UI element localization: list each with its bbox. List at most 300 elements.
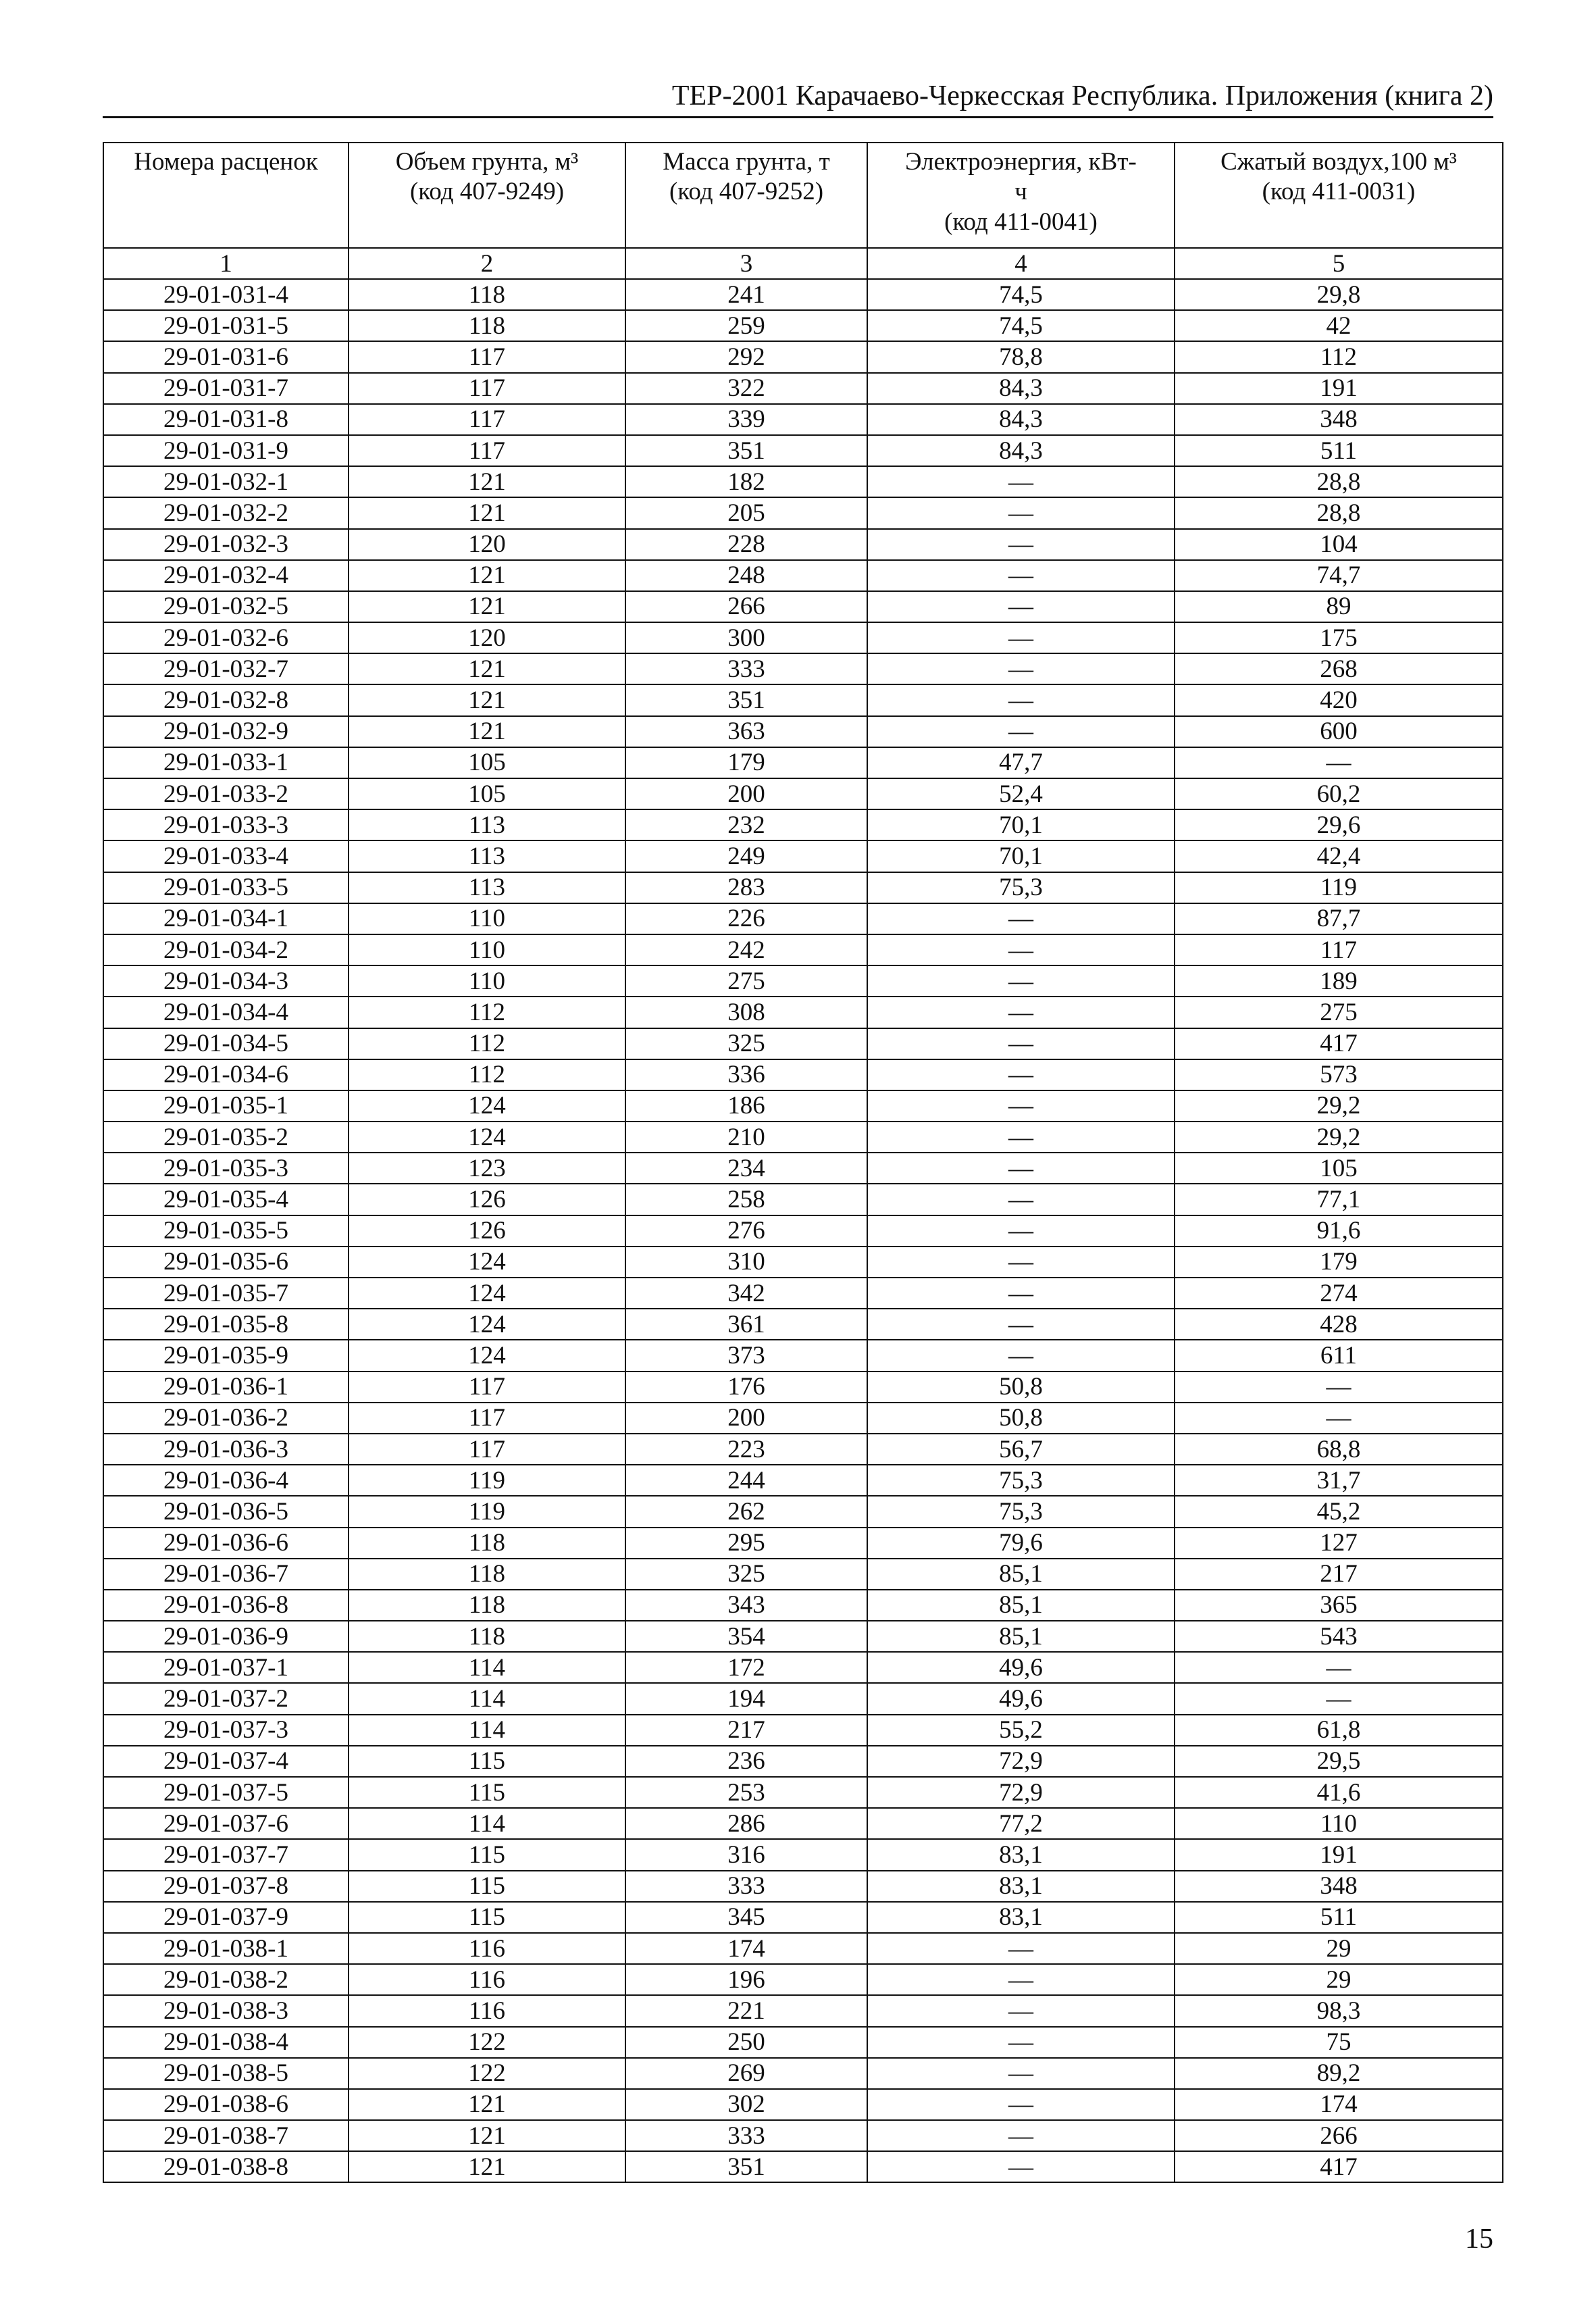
compressed-air-cell: 110 bbox=[1175, 1808, 1503, 1839]
electricity-cell: — bbox=[867, 1933, 1175, 1964]
rate-number-cell: 29-01-037-4 bbox=[103, 1746, 349, 1777]
electricity-cell: 85,1 bbox=[867, 1590, 1175, 1621]
resource-table bbox=[103, 142, 1503, 2183]
rate-number-cell: 29-01-037-8 bbox=[103, 1871, 349, 1902]
table-row bbox=[103, 310, 1503, 341]
soil-mass-cell: 333 bbox=[625, 1871, 867, 1902]
soil-mass-cell: 283 bbox=[625, 872, 867, 903]
soil-mass-cell: 259 bbox=[625, 310, 867, 341]
soil-mass-cell: 250 bbox=[625, 2027, 867, 2058]
table-row bbox=[103, 684, 1503, 715]
rate-number-cell: 29-01-032-8 bbox=[103, 684, 349, 715]
soil-volume-cell: 110 bbox=[349, 903, 625, 934]
table-row bbox=[103, 778, 1503, 809]
electricity-cell: — bbox=[867, 684, 1175, 715]
table-row bbox=[103, 1777, 1503, 1808]
table-row bbox=[103, 279, 1503, 310]
soil-mass-cell: 200 bbox=[625, 1403, 867, 1434]
table-row bbox=[103, 1964, 1503, 1995]
soil-mass-cell: 373 bbox=[625, 1340, 867, 1371]
soil-volume-cell: 110 bbox=[349, 934, 625, 965]
electricity-cell: — bbox=[867, 622, 1175, 653]
compressed-air-cell: 41,6 bbox=[1175, 1777, 1503, 1808]
electricity-cell: — bbox=[867, 2027, 1175, 2058]
rate-number-cell: 29-01-031-4 bbox=[103, 279, 349, 310]
rate-number-cell: 29-01-035-8 bbox=[103, 1309, 349, 1340]
soil-mass-cell: 200 bbox=[625, 778, 867, 809]
soil-volume-cell: 121 bbox=[349, 2151, 625, 2182]
compressed-air-cell: 417 bbox=[1175, 2151, 1503, 2182]
compressed-air-cell: 29 bbox=[1175, 1933, 1503, 1964]
rate-number-cell: 29-01-032-3 bbox=[103, 529, 349, 560]
rate-number-cell: 29-01-035-6 bbox=[103, 1247, 349, 1278]
electricity-cell: 55,2 bbox=[867, 1715, 1175, 1746]
soil-mass-cell: 322 bbox=[625, 373, 867, 404]
soil-volume-cell: 118 bbox=[349, 1559, 625, 1590]
soil-mass-cell: 325 bbox=[625, 1559, 867, 1590]
table-row bbox=[103, 1153, 1503, 1184]
compressed-air-cell: 29,5 bbox=[1175, 1746, 1503, 1777]
rate-number-cell: 29-01-031-7 bbox=[103, 373, 349, 404]
rate-number-cell: 29-01-033-4 bbox=[103, 840, 349, 872]
electricity-cell: — bbox=[867, 934, 1175, 965]
table-row bbox=[103, 1309, 1503, 1340]
soil-volume-cell: 114 bbox=[349, 1652, 625, 1683]
electricity-cell: 50,8 bbox=[867, 1372, 1175, 1403]
rate-number-cell: 29-01-038-8 bbox=[103, 2151, 349, 2182]
electricity-cell: — bbox=[867, 1122, 1175, 1153]
electricity-cell: 83,1 bbox=[867, 1902, 1175, 1933]
table-row bbox=[103, 622, 1503, 653]
compressed-air-cell: 217 bbox=[1175, 1559, 1503, 1590]
soil-volume-cell: 120 bbox=[349, 622, 625, 653]
table-row bbox=[103, 497, 1503, 528]
table-row bbox=[103, 809, 1503, 840]
soil-mass-cell: 258 bbox=[625, 1184, 867, 1215]
table-row bbox=[103, 1902, 1503, 1933]
soil-volume-cell: 113 bbox=[349, 872, 625, 903]
rate-number-cell: 29-01-038-7 bbox=[103, 2120, 349, 2151]
rate-number-cell: 29-01-036-6 bbox=[103, 1528, 349, 1559]
compressed-air-cell: 511 bbox=[1175, 1902, 1503, 1933]
compressed-air-cell: 511 bbox=[1175, 435, 1503, 466]
soil-mass-cell: 236 bbox=[625, 1746, 867, 1777]
soil-volume-cell: 124 bbox=[349, 1278, 625, 1309]
soil-volume-cell: 114 bbox=[349, 1715, 625, 1746]
soil-volume-cell: 124 bbox=[349, 1340, 625, 1371]
table-row bbox=[103, 1995, 1503, 2026]
soil-mass-cell: 275 bbox=[625, 965, 867, 997]
compressed-air-cell: 29,8 bbox=[1175, 279, 1503, 310]
soil-volume-cell: 126 bbox=[349, 1215, 625, 1247]
table-row bbox=[103, 466, 1503, 497]
soil-mass-cell: 295 bbox=[625, 1528, 867, 1559]
table-row bbox=[103, 1590, 1503, 1621]
electricity-cell: 84,3 bbox=[867, 404, 1175, 435]
compressed-air-cell: 417 bbox=[1175, 1028, 1503, 1059]
column-number: 4 bbox=[867, 248, 1175, 279]
compressed-air-cell: 348 bbox=[1175, 404, 1503, 435]
electricity-cell: 75,3 bbox=[867, 1465, 1175, 1496]
soil-volume-cell: 115 bbox=[349, 1777, 625, 1808]
soil-mass-cell: 310 bbox=[625, 1247, 867, 1278]
compressed-air-cell: 42,4 bbox=[1175, 840, 1503, 872]
table-row bbox=[103, 1184, 1503, 1215]
rate-number-cell: 29-01-034-3 bbox=[103, 965, 349, 997]
rate-number-cell: 29-01-036-9 bbox=[103, 1621, 349, 1652]
soil-mass-cell: 345 bbox=[625, 1902, 867, 1933]
soil-mass-cell: 228 bbox=[625, 529, 867, 560]
column-number: 2 bbox=[349, 248, 625, 279]
soil-mass-cell: 363 bbox=[625, 716, 867, 747]
soil-volume-cell: 121 bbox=[349, 466, 625, 497]
rate-number-cell: 29-01-037-6 bbox=[103, 1808, 349, 1839]
compressed-air-cell: 274 bbox=[1175, 1278, 1503, 1309]
soil-mass-cell: 336 bbox=[625, 1059, 867, 1090]
soil-mass-cell: 325 bbox=[625, 1028, 867, 1059]
soil-mass-cell: 210 bbox=[625, 1122, 867, 1153]
table-row bbox=[103, 1715, 1503, 1746]
rate-number-cell: 29-01-031-9 bbox=[103, 435, 349, 466]
soil-mass-cell: 176 bbox=[625, 1372, 867, 1403]
rate-number-cell: 29-01-033-1 bbox=[103, 747, 349, 778]
soil-mass-cell: 354 bbox=[625, 1621, 867, 1652]
compressed-air-cell: 87,7 bbox=[1175, 903, 1503, 934]
compressed-air-cell: 365 bbox=[1175, 1590, 1503, 1621]
soil-mass-cell: 179 bbox=[625, 747, 867, 778]
compressed-air-cell: 29,2 bbox=[1175, 1122, 1503, 1153]
rate-number-cell: 29-01-032-2 bbox=[103, 497, 349, 528]
electricity-cell: 74,5 bbox=[867, 279, 1175, 310]
header-divider bbox=[103, 116, 1493, 118]
soil-mass-cell: 226 bbox=[625, 903, 867, 934]
compressed-air-cell: 348 bbox=[1175, 1871, 1503, 1902]
soil-mass-cell: 223 bbox=[625, 1434, 867, 1465]
compressed-air-cell: 191 bbox=[1175, 1839, 1503, 1870]
soil-volume-cell: 116 bbox=[349, 1933, 625, 1964]
compressed-air-cell: — bbox=[1175, 1652, 1503, 1683]
soil-volume-cell: 122 bbox=[349, 2058, 625, 2089]
soil-mass-cell: 205 bbox=[625, 497, 867, 528]
soil-mass-cell: 248 bbox=[625, 560, 867, 591]
soil-mass-cell: 351 bbox=[625, 2151, 867, 2182]
compressed-air-cell: — bbox=[1175, 1372, 1503, 1403]
rate-number-cell: 29-01-035-3 bbox=[103, 1153, 349, 1184]
soil-volume-cell: 116 bbox=[349, 1964, 625, 1995]
soil-volume-cell: 121 bbox=[349, 684, 625, 715]
compressed-air-cell: 179 bbox=[1175, 1247, 1503, 1278]
compressed-air-cell: 127 bbox=[1175, 1528, 1503, 1559]
rate-number-cell: 29-01-034-4 bbox=[103, 997, 349, 1028]
table-row bbox=[103, 840, 1503, 872]
table-row bbox=[103, 1340, 1503, 1371]
soil-volume-cell: 113 bbox=[349, 840, 625, 872]
rate-number-cell: 29-01-031-5 bbox=[103, 310, 349, 341]
soil-volume-cell: 124 bbox=[349, 1090, 625, 1122]
compressed-air-cell: 117 bbox=[1175, 934, 1503, 965]
table-row bbox=[103, 1528, 1503, 1559]
table-row bbox=[103, 435, 1503, 466]
compressed-air-cell: 119 bbox=[1175, 872, 1503, 903]
soil-volume-cell: 117 bbox=[349, 1434, 625, 1465]
table-row bbox=[103, 934, 1503, 965]
table-row bbox=[103, 1746, 1503, 1777]
table-row bbox=[103, 872, 1503, 903]
rate-number-cell: 29-01-033-2 bbox=[103, 778, 349, 809]
electricity-cell: — bbox=[867, 466, 1175, 497]
electricity-cell: 70,1 bbox=[867, 840, 1175, 872]
rate-number-cell: 29-01-032-7 bbox=[103, 653, 349, 684]
electricity-cell: — bbox=[867, 2089, 1175, 2120]
electricity-cell: — bbox=[867, 1028, 1175, 1059]
table-row bbox=[103, 2089, 1503, 2120]
compressed-air-cell: 98,3 bbox=[1175, 1995, 1503, 2026]
soil-volume-cell: 118 bbox=[349, 1528, 625, 1559]
soil-volume-cell: 115 bbox=[349, 1902, 625, 1933]
header-compressed-air: Сжатый воздух,100 м³ (код 411-0031) bbox=[1175, 143, 1503, 248]
electricity-cell: — bbox=[867, 903, 1175, 934]
table-row bbox=[103, 1871, 1503, 1902]
electricity-cell: 72,9 bbox=[867, 1746, 1175, 1777]
soil-volume-cell: 115 bbox=[349, 1839, 625, 1870]
soil-volume-cell: 115 bbox=[349, 1871, 625, 1902]
electricity-cell: 49,6 bbox=[867, 1652, 1175, 1683]
soil-volume-cell: 121 bbox=[349, 560, 625, 591]
soil-mass-cell: 276 bbox=[625, 1215, 867, 1247]
table-row bbox=[103, 1215, 1503, 1247]
soil-volume-cell: 114 bbox=[349, 1808, 625, 1839]
soil-volume-cell: 126 bbox=[349, 1184, 625, 1215]
soil-mass-cell: 351 bbox=[625, 684, 867, 715]
soil-volume-cell: 120 bbox=[349, 529, 625, 560]
soil-volume-cell: 115 bbox=[349, 1746, 625, 1777]
rate-number-cell: 29-01-038-2 bbox=[103, 1964, 349, 1995]
rate-number-cell: 29-01-031-6 bbox=[103, 341, 349, 372]
soil-volume-cell: 124 bbox=[349, 1309, 625, 1340]
electricity-cell: 72,9 bbox=[867, 1777, 1175, 1808]
table-row bbox=[103, 1122, 1503, 1153]
rate-number-cell: 29-01-038-1 bbox=[103, 1933, 349, 1964]
rate-number-cell: 29-01-033-5 bbox=[103, 872, 349, 903]
rate-number-cell: 29-01-038-3 bbox=[103, 1995, 349, 2026]
soil-mass-cell: 339 bbox=[625, 404, 867, 435]
compressed-air-cell: 42 bbox=[1175, 310, 1503, 341]
soil-mass-cell: 300 bbox=[625, 622, 867, 653]
electricity-cell: 84,3 bbox=[867, 373, 1175, 404]
soil-volume-cell: 112 bbox=[349, 1059, 625, 1090]
table-row bbox=[103, 1839, 1503, 1870]
soil-volume-cell: 118 bbox=[349, 1590, 625, 1621]
soil-mass-cell: 361 bbox=[625, 1309, 867, 1340]
soil-mass-cell: 302 bbox=[625, 2089, 867, 2120]
table-row bbox=[103, 1808, 1503, 1839]
table-row bbox=[103, 1372, 1503, 1403]
electricity-cell: — bbox=[867, 653, 1175, 684]
header-soil-mass: Масса грунта, т (код 407-9252) bbox=[625, 143, 867, 248]
rate-number-cell: 29-01-032-4 bbox=[103, 560, 349, 591]
rate-number-cell: 29-01-038-5 bbox=[103, 2058, 349, 2089]
electricity-cell: — bbox=[867, 1215, 1175, 1247]
compressed-air-cell: 105 bbox=[1175, 1153, 1503, 1184]
rate-number-cell: 29-01-036-4 bbox=[103, 1465, 349, 1496]
soil-volume-cell: 118 bbox=[349, 279, 625, 310]
compressed-air-cell: 175 bbox=[1175, 622, 1503, 653]
table-row bbox=[103, 2120, 1503, 2151]
rate-number-cell: 29-01-037-1 bbox=[103, 1652, 349, 1683]
compressed-air-cell: 61,8 bbox=[1175, 1715, 1503, 1746]
electricity-cell: 56,7 bbox=[867, 1434, 1175, 1465]
compressed-air-cell: — bbox=[1175, 1403, 1503, 1434]
electricity-cell: — bbox=[867, 716, 1175, 747]
compressed-air-cell: 31,7 bbox=[1175, 1465, 1503, 1496]
column-number-row bbox=[103, 248, 1503, 279]
soil-volume-cell: 117 bbox=[349, 373, 625, 404]
rate-number-cell: 29-01-036-8 bbox=[103, 1590, 349, 1621]
compressed-air-cell: 91,6 bbox=[1175, 1215, 1503, 1247]
electricity-cell: — bbox=[867, 1247, 1175, 1278]
table-row bbox=[103, 1652, 1503, 1683]
table-row bbox=[103, 1278, 1503, 1309]
soil-mass-cell: 351 bbox=[625, 435, 867, 466]
rate-number-cell: 29-01-035-5 bbox=[103, 1215, 349, 1247]
electricity-cell: — bbox=[867, 529, 1175, 560]
electricity-cell: 83,1 bbox=[867, 1839, 1175, 1870]
table-body bbox=[103, 279, 1503, 2182]
table-row bbox=[103, 1028, 1503, 1059]
table-row bbox=[103, 1683, 1503, 1714]
soil-mass-cell: 308 bbox=[625, 997, 867, 1028]
soil-volume-cell: 117 bbox=[349, 341, 625, 372]
compressed-air-cell: 189 bbox=[1175, 965, 1503, 997]
electricity-cell: — bbox=[867, 1309, 1175, 1340]
column-number: 1 bbox=[103, 248, 349, 279]
soil-volume-cell: 119 bbox=[349, 1465, 625, 1496]
compressed-air-cell: 28,8 bbox=[1175, 497, 1503, 528]
electricity-cell: 78,8 bbox=[867, 341, 1175, 372]
table-row bbox=[103, 560, 1503, 591]
soil-mass-cell: 221 bbox=[625, 1995, 867, 2026]
rate-number-cell: 29-01-033-3 bbox=[103, 809, 349, 840]
electricity-cell: — bbox=[867, 2120, 1175, 2151]
rate-number-cell: 29-01-037-5 bbox=[103, 1777, 349, 1808]
rate-number-cell: 29-01-037-2 bbox=[103, 1683, 349, 1714]
soil-volume-cell: 114 bbox=[349, 1683, 625, 1714]
electricity-cell: 79,6 bbox=[867, 1528, 1175, 1559]
compressed-air-cell: 112 bbox=[1175, 341, 1503, 372]
table-row bbox=[103, 1403, 1503, 1434]
rate-number-cell: 29-01-034-1 bbox=[103, 903, 349, 934]
table-row bbox=[103, 1465, 1503, 1496]
document-header-title: ТЕР-2001 Карачаево-Черкесская Республика. Приложения (книга 2) bbox=[671, 80, 1493, 111]
rate-number-cell: 29-01-032-1 bbox=[103, 466, 349, 497]
table-row bbox=[103, 1434, 1503, 1465]
electricity-cell: 70,1 bbox=[867, 809, 1175, 840]
soil-volume-cell: 121 bbox=[349, 653, 625, 684]
compressed-air-cell: 60,2 bbox=[1175, 778, 1503, 809]
rate-number-cell: 29-01-034-2 bbox=[103, 934, 349, 965]
rate-number-cell: 29-01-032-5 bbox=[103, 591, 349, 622]
soil-mass-cell: 182 bbox=[625, 466, 867, 497]
soil-mass-cell: 249 bbox=[625, 840, 867, 872]
column-number: 5 bbox=[1175, 248, 1503, 279]
rate-number-cell: 29-01-035-2 bbox=[103, 1122, 349, 1153]
electricity-cell: — bbox=[867, 2151, 1175, 2182]
rate-number-cell: 29-01-035-4 bbox=[103, 1184, 349, 1215]
table-row bbox=[103, 997, 1503, 1028]
soil-volume-cell: 118 bbox=[349, 1621, 625, 1652]
electricity-cell: — bbox=[867, 2058, 1175, 2089]
soil-volume-cell: 112 bbox=[349, 997, 625, 1028]
table-row bbox=[103, 1559, 1503, 1590]
table-row bbox=[103, 1090, 1503, 1122]
rate-number-cell: 29-01-035-9 bbox=[103, 1340, 349, 1371]
electricity-cell: 85,1 bbox=[867, 1559, 1175, 1590]
page-number: 15 bbox=[1465, 2223, 1493, 2255]
table-row bbox=[103, 1496, 1503, 1527]
compressed-air-cell: 428 bbox=[1175, 1309, 1503, 1340]
compressed-air-cell: — bbox=[1175, 747, 1503, 778]
soil-mass-cell: 262 bbox=[625, 1496, 867, 1527]
compressed-air-cell: 89,2 bbox=[1175, 2058, 1503, 2089]
rate-number-cell: 29-01-035-1 bbox=[103, 1090, 349, 1122]
electricity-cell: — bbox=[867, 1184, 1175, 1215]
soil-volume-cell: 117 bbox=[349, 1403, 625, 1434]
table-row bbox=[103, 1621, 1503, 1652]
soil-volume-cell: 105 bbox=[349, 778, 625, 809]
electricity-cell: 49,6 bbox=[867, 1683, 1175, 1714]
table-row bbox=[103, 1933, 1503, 1964]
table-row bbox=[103, 965, 1503, 997]
soil-mass-cell: 266 bbox=[625, 591, 867, 622]
electricity-cell: — bbox=[867, 591, 1175, 622]
table-row bbox=[103, 747, 1503, 778]
compressed-air-cell: 74,7 bbox=[1175, 560, 1503, 591]
rate-number-cell: 29-01-037-3 bbox=[103, 1715, 349, 1746]
soil-volume-cell: 118 bbox=[349, 310, 625, 341]
soil-volume-cell: 117 bbox=[349, 1372, 625, 1403]
soil-mass-cell: 292 bbox=[625, 341, 867, 372]
compressed-air-cell: 266 bbox=[1175, 2120, 1503, 2151]
compressed-air-cell: 89 bbox=[1175, 591, 1503, 622]
electricity-cell: — bbox=[867, 965, 1175, 997]
soil-mass-cell: 217 bbox=[625, 1715, 867, 1746]
electricity-cell: 74,5 bbox=[867, 310, 1175, 341]
soil-volume-cell: 123 bbox=[349, 1153, 625, 1184]
compressed-air-cell: 191 bbox=[1175, 373, 1503, 404]
soil-volume-cell: 117 bbox=[349, 435, 625, 466]
compressed-air-cell: 268 bbox=[1175, 653, 1503, 684]
compressed-air-cell: 75 bbox=[1175, 2027, 1503, 2058]
electricity-cell: 47,7 bbox=[867, 747, 1175, 778]
table-row bbox=[103, 404, 1503, 435]
soil-volume-cell: 121 bbox=[349, 716, 625, 747]
compressed-air-cell: 28,8 bbox=[1175, 466, 1503, 497]
soil-volume-cell: 117 bbox=[349, 404, 625, 435]
electricity-cell: — bbox=[867, 1153, 1175, 1184]
electricity-cell: — bbox=[867, 997, 1175, 1028]
compressed-air-cell: 45,2 bbox=[1175, 1496, 1503, 1527]
soil-mass-cell: 316 bbox=[625, 1839, 867, 1870]
rate-number-cell: 29-01-037-9 bbox=[103, 1902, 349, 1933]
electricity-cell: 52,4 bbox=[867, 778, 1175, 809]
table-row bbox=[103, 529, 1503, 560]
compressed-air-cell: 600 bbox=[1175, 716, 1503, 747]
soil-volume-cell: 110 bbox=[349, 965, 625, 997]
soil-mass-cell: 172 bbox=[625, 1652, 867, 1683]
rate-number-cell: 29-01-036-1 bbox=[103, 1372, 349, 1403]
soil-mass-cell: 242 bbox=[625, 934, 867, 965]
soil-mass-cell: 244 bbox=[625, 1465, 867, 1496]
